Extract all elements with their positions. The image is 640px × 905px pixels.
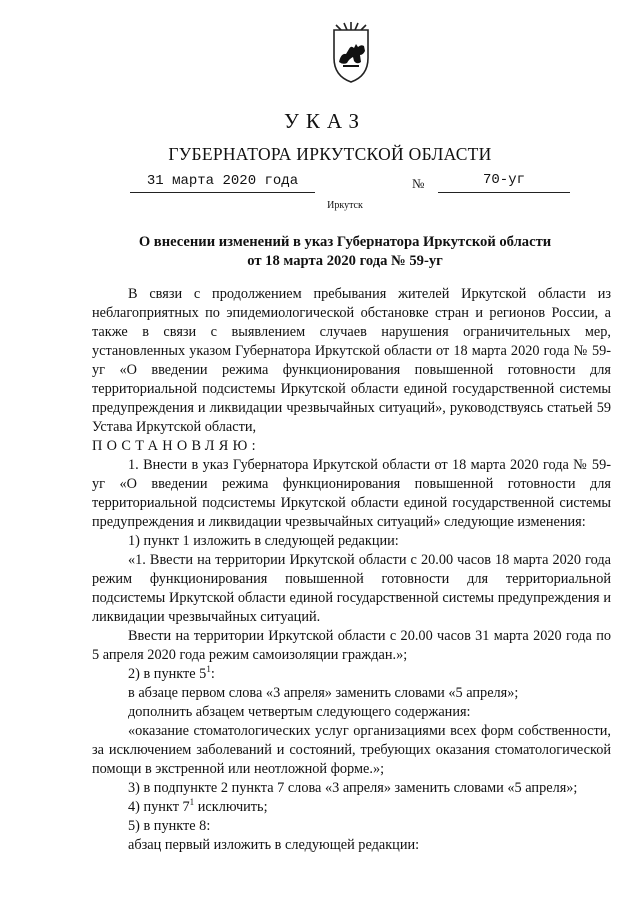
quote-paragraph-1: «1. Ввести на территории Иркутской области с 20.00 часов 18 марта 2020 года режим функционирования повышенной готовности для территориальной подсистемы Иркутской области единой государственной системы предупреждения и ликвидации чрезвычайных ситуаций. [92,552,611,625]
document-city: Иркутск [327,200,363,211]
document-heading [110,233,580,271]
document-subtitle: ГУБЕРНАТОРА ИРКУТСКОЙ ОБЛАСТИ [168,144,492,164]
subitem-2-superscript: 1 [206,664,211,675]
subitem-2-b: дополнить абзацем четвертым следующего содержания: [128,704,471,720]
subitem-2-text: 2) в пункте 5 [128,666,207,682]
subitem-3: 3) в подпункте 2 пункта 7 слова «3 апреля» заменить словами «5 апреля»; [128,780,578,796]
date-number-line [130,170,570,196]
subitem-4-suffix: исключить; [194,799,268,815]
heading-line-2: от 18 марта 2020 года № 59-уг [247,253,443,269]
document-date: 31 марта 2020 года [130,170,315,193]
subitem-1: 1) пункт 1 изложить в следующей редакции: [128,533,399,549]
subitem-4-text: 4) пункт 7 [128,799,190,815]
heading-line-1: О внесении изменений в указ Губернатора Иркутской области [138,234,552,250]
subitem-5: 5) в пункте 8: [128,818,211,834]
subitem-2-suffix: : [210,666,215,682]
quote-paragraph-3: «оказание стоматологических услуг организациями всех форм собственности, за исключением заболеваний и состояний, требующих оказания стоматологической помощи в экстренной или неотложной форме.»; [92,723,611,777]
subitem-2 [92,665,611,684]
document-title: УКАЗ [283,109,367,133]
document-number: 70-уг [438,170,570,193]
quote-paragraph-2: Ввести на территории Иркутской области с 20.00 часов 31 марта 2020 года по 5 апреля 2020 года режим самоизоляции граждан.»; [92,628,611,663]
decree-word: ПОСТАНОВЛЯЮ: [92,438,260,454]
coat-of-arms-icon [331,22,371,84]
number-sign: № [412,176,425,191]
document-body [92,285,611,855]
preamble-paragraph: В связи с продолжением пребывания жителей Иркутской области из неблагоприятных по эпидемиологической обстановке стран и регионов России, а также в связи с выявлением случаев нарушения ограничительных мер, установленных указом Губернатора Иркутской области от 18 марта 2020 года № 59-уг «О введении режима функционирования повышенной готовности для территориальной подсистемы Иркутской области единой государственной системы предупреждения и ликвидации чрезвычайных ситуаций», руководствуясь статьей 59 Устава Иркутской области, [92,286,611,435]
item-1-paragraph: 1. Внести в указ Губернатора Иркутской области от 18 марта 2020 года № 59-уг «О введении режима функционирования повышенной готовности для территориальной подсистемы Иркутской области единой государственной системы предупреждения и ликвидации чрезвычайных ситуаций» следующие изменения: [92,457,611,530]
subitem-5-a: абзац первый изложить в следующей редакции: [128,837,420,853]
subitem-4-superscript: 1 [189,797,195,808]
subitem-4 [92,798,611,817]
subitem-2-a: в абзаце первом слова «3 апреля» заменить словами «5 апреля»; [128,685,519,701]
